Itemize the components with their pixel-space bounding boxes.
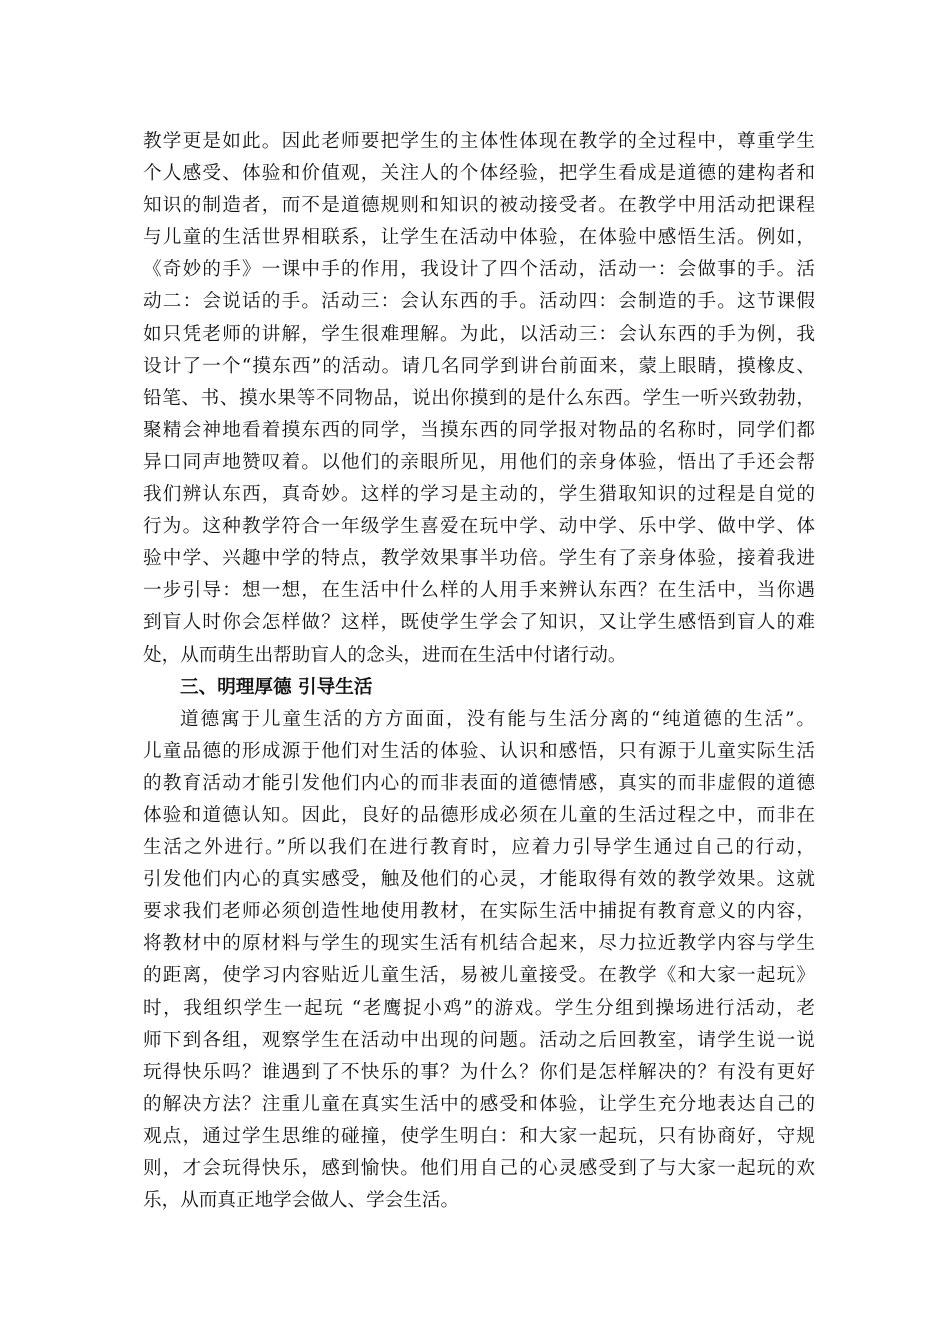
paragraph-line: 的解决方法？注重儿童在真实生活中的感受和体验，让学生充分地表达自己的 — [143, 1093, 815, 1115]
paragraph-line: 验中学、兴趣中学的特点，教学效果事半功倍。学生有了亲身体验，接着我进 — [143, 548, 815, 570]
paragraph-line: 教学更是如此。因此老师要把学生的主体性体现在教学的全过程中，尊重学生 — [143, 131, 815, 152]
paragraph-line: 一步引导：想一想，在生活中什么样的人用手来辨认东西？在生活中，当你遇 — [143, 580, 815, 602]
paragraph-line: 《奇妙的手》一课中手的作用，我设计了四个活动，活动一：会做事的手。活 — [143, 259, 815, 281]
paragraph-line: 的教育活动才能引发他们内心的而非表面的道德情感，真实的而非虚假的道德 — [143, 772, 815, 794]
paragraph-line: 则，才会玩得快乐，感到愉快。他们用自己的心灵感受到了与大家一起玩的欢 — [143, 1158, 815, 1179]
paragraph-line: 引发他们内心的真实感受，触及他们的心灵，才能取得有效的教学效果。这就 — [143, 869, 815, 891]
paragraph-line: 时，我组织学生一起玩 “老鹰捉小鸡”的游戏。学生分组到操场进行活动，老 — [143, 997, 815, 1019]
paragraph-line: 行为。这种教学符合一年级学生喜爱在玩中学、动中学、乐中学、做中学、体 — [143, 516, 815, 538]
paragraph-line: 的距离，使学习内容贴近儿童生活，易被儿童接受。在教学《和大家一起玩》 — [143, 965, 815, 987]
paragraph-line: 动二：会说话的手。活动三：会认东西的手。活动四：会制造的手。这节课假 — [143, 291, 815, 313]
paragraph-1 — [143, 126, 815, 672]
paragraph-line: 儿童品德的形成源于他们对生活的体验、认识和感悟，只有源于儿童实际生活 — [143, 740, 815, 762]
paragraph-line: 观点，通过学生思维的碰撞，使学生明白：和大家一起玩，只有协商好，守规 — [143, 1125, 815, 1147]
paragraph-line: 异口同声地赞叹着。以他们的亲眼所见，用他们的亲身体验，悟出了手还会帮 — [143, 451, 815, 473]
paragraph-line: 将教材中的原材料与学生的现实生活有机结合起来，尽力拉近教学内容与学生 — [143, 933, 815, 955]
paragraph-line: 要求我们老师必须创造性地使用教材，在实际生活中捕捉有教育意义的内容， — [143, 901, 815, 923]
paragraph-line: 处，从而萌生出帮助盲人的念头，进而在生活中付诸行动。 — [143, 644, 627, 666]
paragraph-line: 生活之外进行。”所以我们在进行教育时，应着力引导学生通过自己的行动， — [143, 837, 815, 859]
paragraph-line: 如只凭老师的讲解，学生很难理解。为此，以活动三：会认东西的手为例，我 — [143, 323, 815, 345]
paragraph-line: 与儿童的生活世界相联系，让学生在活动中体验，在体验中感悟生活。例如， — [143, 227, 815, 249]
paragraph-2 — [143, 704, 815, 1218]
paragraph-line: 个人感受、体验和价值观，关注人的个体经验，把学生看成是道德的建构者和 — [143, 163, 815, 185]
section-heading: 三、明理厚德 引导生活 — [180, 676, 373, 698]
paragraph-line: 师下到各组，观察学生在活动中出现的问题。活动之后回教室，请学生说一说 — [143, 1029, 815, 1051]
document-body — [143, 126, 815, 1217]
paragraph-line: 玩得快乐吗？谁遇到了不快乐的事？为什么？你们是怎样解决的？有没有更好 — [143, 1061, 815, 1083]
paragraph-line: 知识的制造者，而不是道德规则和知识的被动接受者。在教学中用活动把课程 — [143, 195, 815, 217]
paragraph-line: 体验和道德认知。因此，良好的品德形成必须在儿童的生活过程之中，而非在 — [143, 804, 815, 826]
paragraph-line: 道德寓于儿童生活的方方面面，没有能与生活分离的“纯道德的生活”。 — [180, 708, 815, 730]
paragraph-line: 设计了一个“摸东西”的活动。请几名同学到讲台前面来，蒙上眼睛，摸橡皮、 — [143, 355, 815, 377]
paragraph-line: 我们辨认东西，真奇妙。这样的学习是主动的，学生猎取知识的过程是自觉的 — [143, 484, 815, 506]
paragraph-line: 到盲人时你会怎样做？这样，既使学生学会了知识，又让学生感悟到盲人的难 — [143, 612, 815, 634]
paragraph-line: 铅笔、书、摸水果等不同物品，说出你摸到的是什么东西。学生一听兴致勃勃， — [143, 387, 815, 409]
paragraph-line: 乐，从而真正地学会做人、学会生活。 — [143, 1190, 460, 1212]
paragraph-line: 聚精会神地看着摸东西的同学，当摸东西的同学报对物品的名称时，同学们都 — [143, 419, 815, 441]
